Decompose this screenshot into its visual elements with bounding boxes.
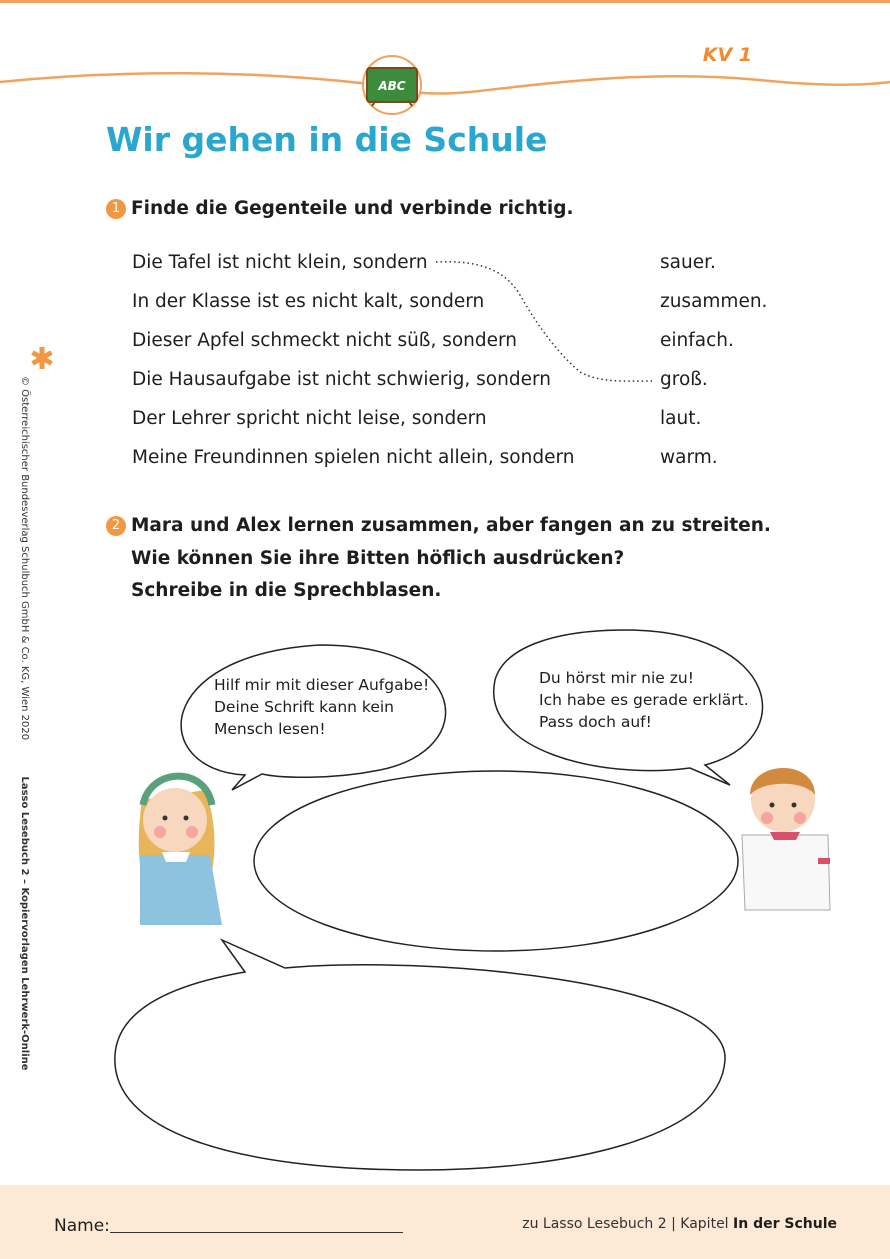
bubble-left-line-2: Deine Schrift kann kein — [214, 698, 394, 716]
answer-item[interactable]: laut. — [660, 408, 702, 429]
bubble-right-line-1: Du hörst mir nie zu! — [539, 669, 694, 687]
task2-line-2: Wie können Sie ihre Bitten höflich ausdrücken? — [131, 548, 625, 569]
bubble-left-line-1: Hilf mir mit dieser Aufgabe! — [214, 676, 430, 694]
answer-item[interactable]: zusammen. — [660, 291, 768, 312]
sentence-item: In der Klasse ist es nicht kalt, sondern — [132, 291, 485, 312]
sentence-item: Die Hausaufgabe ist nicht schwierig, sondern — [132, 369, 551, 390]
sentence-item: Meine Freundinnen spielen nicht allein, sondern — [132, 447, 575, 468]
sentence-item: Dieser Apfel schmeckt nicht süß, sondern — [132, 330, 518, 351]
book-reference: zu Lasso Lesebuch 2 | Kapitel — [522, 1216, 729, 1232]
bubble-right-line-3: Pass doch auf! — [539, 713, 652, 731]
answer-item[interactable]: warm. — [660, 447, 718, 468]
logo-text: ABC — [378, 79, 406, 93]
answer-item[interactable]: groß. — [660, 369, 708, 390]
answer-item[interactable]: einfach. — [660, 330, 734, 351]
answer-item[interactable]: sauer. — [660, 252, 716, 273]
bubble-right-line-2: Ich habe es gerade erklärt. — [539, 691, 749, 709]
speech-bubble-area — [0, 600, 890, 1185]
sentence-item: Die Tafel ist nicht klein, sondern — [132, 252, 428, 273]
name-label: Name: — [54, 1216, 110, 1236]
task-number-badge: 2 — [106, 516, 126, 536]
boy-illustration — [742, 768, 830, 910]
task1-instruction: Finde die Gegenteile und verbinde richtig. — [131, 198, 574, 219]
example-connection-line — [0, 0, 890, 500]
kv-label: KV 1 — [702, 44, 752, 66]
publisher-star-icon — [30, 346, 54, 370]
task2-line-1: Mara und Alex lernen zusammen, aber fangen an zu streiten. — [131, 515, 771, 536]
answer-bubble-bottom[interactable] — [115, 940, 725, 1170]
answer-bubble-middle[interactable] — [254, 771, 738, 951]
chapter-info — [522, 1216, 837, 1232]
sidebar-vertical-text — [19, 376, 30, 1071]
girl-illustration — [139, 776, 222, 925]
chapter-name: In der Schule — [733, 1216, 837, 1232]
sentence-item: Der Lehrer spricht nicht leise, sondern — [132, 408, 487, 429]
product-text: Lasso Lesebuch 2 – Kopiervorlagen Lehrwerk-Online — [19, 776, 30, 1071]
bubble-left-line-3: Mensch lesen! — [214, 720, 326, 738]
copyright-text: © Österreichischer Bundesverlag Schulbuch GmbH & Co. KG, Wien 2020 — [19, 376, 30, 741]
page-title: Wir gehen in die Schule — [106, 120, 548, 159]
task2-line-3: Schreibe in die Sprechblasen. — [131, 580, 442, 601]
task-number-badge: 1 — [106, 199, 126, 219]
name-input-line[interactable] — [110, 1232, 403, 1233]
